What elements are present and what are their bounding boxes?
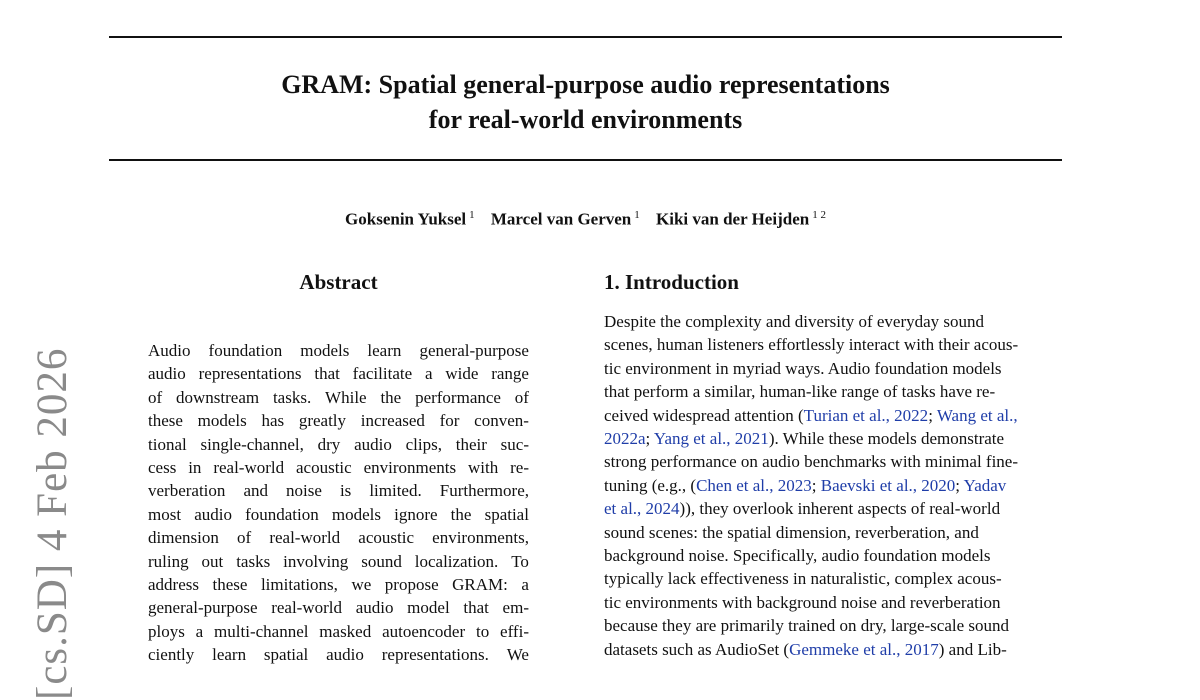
author: [656, 204, 826, 231]
intro-line: [604, 474, 1062, 497]
author-affiliation: 1: [469, 209, 475, 221]
introduction-body: [604, 310, 1062, 661]
abstract-line: general-purpose real-world audio model that em-: [148, 598, 529, 618]
abstract-heading: Abstract: [299, 270, 378, 294]
citation-link[interactable]: et al., 2024: [604, 499, 680, 519]
introduction-heading: 1. Introduction: [604, 270, 739, 294]
paper-title: [109, 67, 1062, 137]
intro-text: ) and Lib-: [938, 639, 1007, 659]
author-list: [109, 204, 1062, 231]
citation-link[interactable]: Wang et al.,: [936, 405, 1018, 425]
author-name: Kiki van der Heijden: [656, 209, 810, 229]
citation-link[interactable]: 2022a: [604, 429, 646, 449]
intro-text: ;: [811, 475, 821, 495]
citation-link[interactable]: Gemmeke et al., 2017: [789, 639, 939, 659]
abstract-line: audio representations that facilitate a wide range: [148, 364, 529, 384]
abstract-line: address these limitations, we propose GRAM: a: [148, 575, 529, 595]
intro-line: typically lack effectiveness in naturalistic, complex acous-: [604, 569, 1002, 589]
intro-line: because they are primarily trained on dry, large-scale sound: [604, 616, 1010, 636]
citation-link[interactable]: Baevski et al., 2020: [820, 475, 956, 495]
abstract-line: cess in real-world acoustic environments with re-: [148, 458, 529, 478]
paper-title-line-1: GRAM: Spatial general-purpose audio representations: [281, 70, 890, 99]
abstract-line: of downstream tasks. While the performance of: [148, 387, 529, 407]
intro-line: tic environment in myriad ways. Audio foundation models: [604, 358, 1002, 378]
intro-text: tuning (e.g., (: [604, 475, 697, 495]
citation-link[interactable]: Turian et al., 2022: [803, 405, 929, 425]
author-affiliation: 1 2: [812, 209, 826, 221]
intro-line: [604, 404, 1062, 427]
citation-link[interactable]: Yang et al., 2021: [653, 429, 769, 449]
abstract-line: dimension of real-world acoustic environments,: [148, 528, 529, 548]
intro-line: [604, 497, 1062, 520]
intro-text: datasets such as AudioSet (: [604, 639, 790, 659]
intro-line: [604, 638, 1062, 661]
citation-link[interactable]: Yadav: [963, 475, 1007, 495]
author-name: Goksenin Yuksel: [345, 209, 467, 229]
intro-line: strong performance on audio benchmarks with minimal fine-: [604, 452, 1019, 472]
abstract-line: tional single-channel, dry audio clips, their suc-: [148, 434, 529, 454]
intro-text: ;: [645, 429, 654, 449]
intro-line: [604, 427, 1062, 450]
abstract-line: Audio foundation models learn general-purpose: [148, 341, 529, 360]
abstract-line: ciently learn spatial audio representations. We: [148, 645, 529, 665]
intro-line: background noise. Specifically, audio foundation models: [604, 546, 991, 566]
abstract-line: verberation and noise is limited. Furthermore,: [148, 481, 529, 501]
author-name: Marcel van Gerven: [490, 209, 632, 229]
intro-line: that perform a similar, human-like range of tasks have re-: [604, 382, 996, 402]
abstract-line: ruling out tasks involving sound localization. To: [148, 551, 529, 571]
abstract-line: most audio foundation models ignore the spatial: [148, 504, 529, 524]
intro-line: Despite the complexity and diversity of everyday sound: [604, 312, 985, 331]
abstract-line: these models has greatly increased for conven-: [148, 411, 529, 431]
intro-line: scenes, human listeners effortlessly interact with their acous-: [604, 335, 1019, 355]
intro-text: ). While these models demonstrate: [768, 429, 1005, 449]
intro-text: )), they overlook inherent aspects of real-world: [679, 499, 1001, 519]
intro-text: ;: [955, 475, 964, 495]
author: [345, 204, 475, 231]
arxiv-stamp: [cs.SD] 4 Feb 2026: [29, 347, 76, 700]
title-rule-bottom: [109, 159, 1062, 161]
author-affiliation: 1: [634, 209, 640, 221]
intro-text: ;: [928, 405, 937, 425]
intro-line: tic environments with background noise and reverberation: [604, 592, 1001, 612]
intro-text: ceived widespread attention (: [604, 405, 804, 425]
citation-link[interactable]: Chen et al., 2023: [696, 475, 812, 495]
abstract-line: ploys a multi-channel masked autoencoder to effi-: [148, 621, 529, 641]
intro-line: sound scenes: the spatial dimension, reverberation, and: [604, 522, 979, 542]
author: [491, 204, 640, 231]
paper-title-line-2: for real-world environments: [428, 105, 743, 134]
abstract-body: [148, 339, 529, 667]
title-rule-top: [109, 36, 1062, 38]
